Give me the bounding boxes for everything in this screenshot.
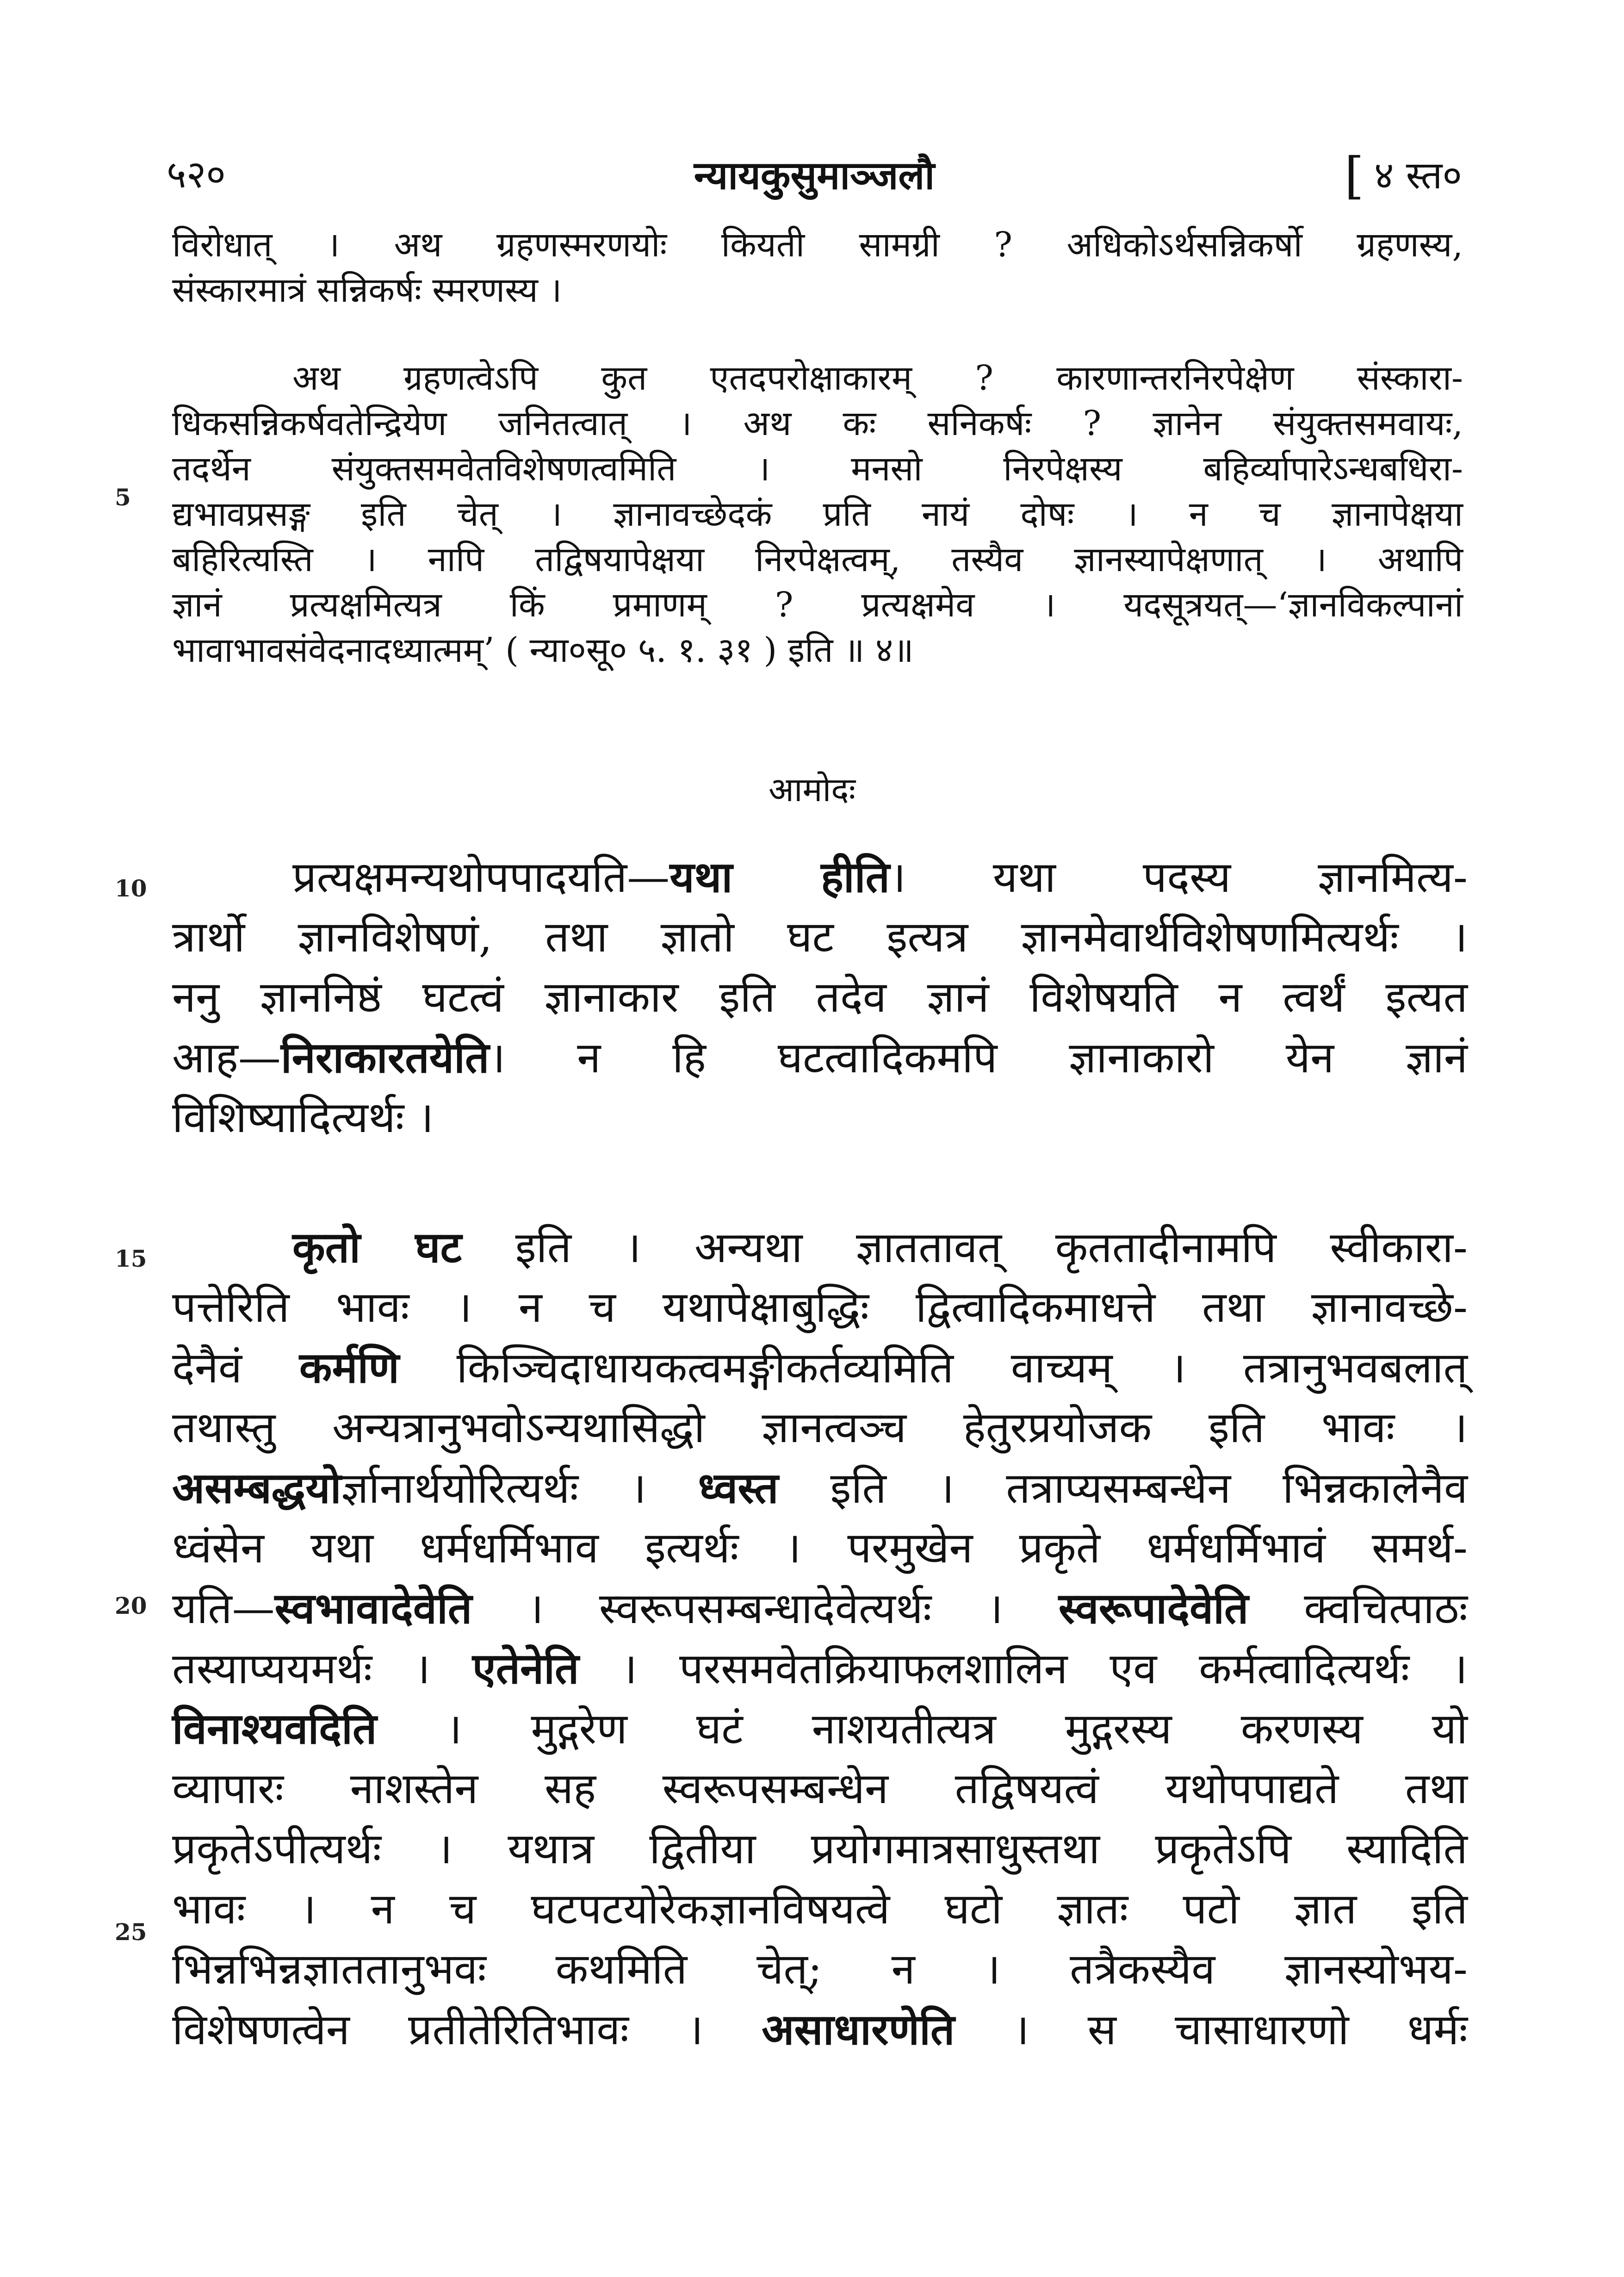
text-line: धिकसन्निकर्षवतेन्द्रियेण जनितत्वात् । अथ कः सनिकर्षः ? ज्ञानेन संयुक्तसमवायः, [172,404,1463,443]
text-line: पत्तेरिति भावः । न च यथापेक्षाबुद्धिः द्वित्वादिकमाधत्ते तथा ज्ञानावच्छे- [172,1282,1468,1332]
book-title: न्यायकुसुमाञ्जलौ [694,152,935,198]
text-span: र्ज्ञानार्थयोरित्यर्थः । [341,1463,698,1513]
text-line: बहिरित्यस्ति । नापि तद्विषयापेक्षया निरपेक्षत्वम्, तस्यैव ज्ञानस्यापेक्षणात् । अथापि [172,540,1463,579]
bold-lemma: कृतो घट [292,1222,462,1272]
commentary-heading: आमोदः [768,770,856,809]
text-line: अथ ग्रहणत्वेऽपि कुत एतदपरोक्षाकारम् ? कारणान्तरनिरपेक्षेण संस्कारा- [292,358,1463,398]
root-text-paragraph-1 [172,222,1463,313]
text-span: इति । तत्राप्यसम्बन्धेन भिन्नकालेनैव [778,1463,1468,1513]
text-line: ज्ञानं प्रत्यक्षमित्यत्र किं प्रमाणम् ? प्रत्यक्षमेव । यदसूत्रयत्—‘ज्ञानविकल्पानां [172,585,1463,625]
text-span: । स चासाधारणो धर्मः [955,2005,1468,2054]
text-span: । यथा पदस्य ज्ञानमित्य- [890,852,1468,902]
section-marker [1345,147,1462,205]
page-number: ५२० [167,153,226,197]
text-line: त्रार्थो ज्ञानविशेषणं, तथा ज्ञातो घट इत्यत्र ज्ञानमेवार्थविशेषणमित्यर्थः । [172,912,1468,962]
text-span: आह— [172,1033,281,1083]
text-line: भावाभावसंवेदनादध्यात्मम्’ ( न्या०सू० ५. १. ३१ ) इति ॥ ४॥ [172,630,914,670]
bold-lemma: यथा हीति [669,852,890,902]
text-line: तदर्थेन संयुक्तसमवेतविशेषणत्वमिति । मनसो निरपेक्षस्य बहिर्व्यापारेऽन्धबधिरा- [172,449,1463,489]
text-line: विशिष्यादित्यर्थः । [172,1093,434,1142]
text-span: । स्वरूपसम्बन्धादेवेत्यर्थः । [472,1584,1059,1633]
text-line [172,1638,1468,1698]
line-number: 5 [115,484,131,511]
text-line: प्रकृतेऽपीत्यर्थः । यथात्र द्वितीया प्रयोगमात्रसाधुस्तथा प्रकृतेऽपि स्यादिति [172,1824,1468,1873]
text-span: क्वचित्पाठः [1248,1584,1468,1633]
text-span: किञ्चिदाधायकत्वमङ्गीकर्तव्यमिति वाच्यम् । तत्रानुभवबलात् [399,1343,1468,1393]
text-line: तथास्तु अन्यत्रानुभवोऽन्यथासिद्धो ज्ञानत्वञ्च हेतुरप्रयोजक इति भावः । [172,1403,1468,1452]
text-line: ननु ज्ञाननिष्ठं घटत्वं ज्ञानाकार इति तदेव ज्ञानं विशेषयति न त्वर्थं इत्यत [172,972,1468,1022]
text-line: भावः । न च घटपटयोरेकज्ञानविषयत्वे घटो ज्ञातः पटो ज्ञात इति [172,1884,1468,1934]
text-span: तस्याप्ययमर्थः । [172,1644,472,1693]
bold-lemma: विनाश्यवदिति [172,1704,377,1754]
line-number: 15 [115,1245,147,1272]
text-line [172,1338,1468,1398]
text-line [172,1217,1468,1277]
bracket-glyph: [ [1344,147,1364,205]
bold-lemma: निराकारतयेति [280,1033,490,1083]
bold-lemma: स्वभावादेवेति [274,1583,472,1633]
text-line [172,1999,1468,2059]
root-text-paragraph-2 [172,355,1463,673]
text-line: ध्वंसेन यथा धर्मधर्मिभाव इत्यर्थः । परमुखेन प्रकृते धर्मधर्मिभावं समर्थ- [172,1523,1468,1573]
text-line [172,1698,1468,1759]
bold-lemma: असम्बद्धयो [172,1463,341,1513]
bold-lemma: कर्मणि [299,1343,399,1393]
text-line: विरोधात् । अथ ग्रहणस्मरणयोः कियती सामग्री ? अधिकोऽर्थसन्निकर्षो ग्रहणस्य, [172,225,1463,265]
text-line: द्यभावप्रसङ्ग इति चेत् । ज्ञानावच्छेदकं प्रति नायं दोषः । न च ज्ञानापेक्षया [172,494,1463,534]
text-span: प्रत्यक्षमन्यथोपपादयति— [292,852,670,902]
bold-lemma: एतेनेति [472,1643,579,1693]
text-line [172,1027,1468,1088]
line-number: 20 [115,1592,147,1619]
text-line: संस्कारमात्रं सन्निकर्षः स्मरणस्य । [172,270,562,310]
line-number: 10 [115,875,147,902]
text-span: । परसमवेतक्रियाफलशालिन एव कर्मत्वादित्यर्थः । [579,1644,1468,1693]
running-header [167,147,1462,205]
text-line [172,1458,1468,1518]
text-span: यति— [172,1584,275,1633]
text-span: । मुद्गरेण घटं नाशयतीत्यत्र मुद्गरस्य करणस्य यो [377,1704,1468,1754]
bold-lemma: असाधारणेति [762,2004,955,2054]
bold-lemma: ध्वस्त [698,1463,779,1513]
bold-lemma: स्वरूपादेवेति [1058,1583,1249,1633]
commentary-paragraph-2 [172,1217,1468,2059]
text-line [172,1578,1468,1638]
line-number: 25 [115,1918,147,1946]
text-line: भिन्नभिन्नज्ञाततानुभवः कथमिति चेत्; न । तत्रैकस्यैव ज्ञानस्योभय- [172,1944,1468,1994]
text-line: व्यापारः नाशस्तेन सह स्वरूपसम्बन्धेन तद्विषयत्वं यथोपपाद्यते तथा [172,1764,1468,1813]
section-label: ४ स्त० [1374,154,1462,198]
text-line [172,847,1468,907]
text-span: देनैवं [172,1343,299,1393]
text-span: । न हि घटत्वादिकमपि ज्ञानाकारो येन ज्ञानं [489,1033,1468,1083]
commentary-paragraph-1 [172,847,1468,1148]
text-span: इति । अन्यथा ज्ञाततावत् कृततादीनामपि स्वीकारा- [462,1223,1468,1272]
text-span: विशेषणत्वेन प्रतीतेरितिभावः । [172,2005,762,2054]
